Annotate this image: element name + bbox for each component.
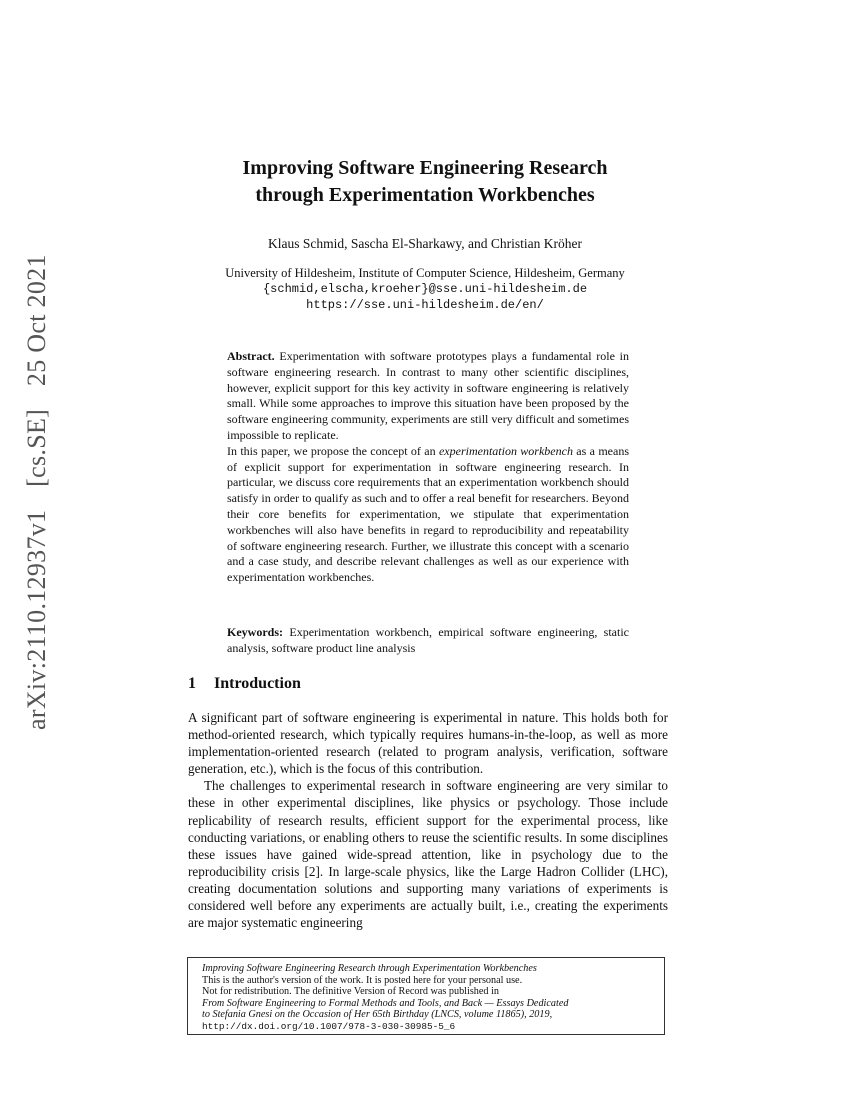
body-paragraph-2: The challenges to experimental research in software engineering are very similar to these in other experimental disciplines, like physics or psychology. Those include replicability of research results, efficient support for the experimental process, like conducting variations, or enabling others to reuse the scientific results. In some disciplines these issues have gained wide-spread attention, like in psychology due to the reproducibility crisis [2]. In large-scale physics, like the Large Hadron Collider (LHC), creating documentation solutions and supporting many variations of experiments is considered well before any experiments are actually built, i.e., creating the experiments are major systematic engineering [188, 778, 668, 931]
title-line-2: through Experimentation Workbenches [255, 184, 595, 206]
section-heading [188, 675, 301, 693]
body-paragraph-1: A significant part of software engineering is experimental in nature. This holds both for method-oriented research, which typically requires humans-in-the-loop, as well as more implementation-oriented research (related to program analysis, verification, software generation, etc.), which is the focus of this contribution. [188, 710, 668, 777]
arxiv-id: arXiv:2110.12937v1 [22, 509, 51, 730]
abstract-emphasis: experimentation workbench [438, 443, 573, 458]
abstract-label: Abstract. [227, 349, 275, 363]
abstract [227, 349, 629, 586]
abstract-text-2a: In this paper, we propose the concept of an [227, 443, 439, 458]
author-list: Klaus Schmid, Sascha El-Sharkawy, and Christian Kröher [267, 236, 583, 251]
title-line-1: Improving Software Engineering Research [242, 157, 608, 179]
copyright-notice-box [187, 957, 665, 1035]
section-number: 1 [188, 675, 196, 692]
arxiv-date: 25 Oct 2021 [22, 254, 51, 387]
keywords [227, 625, 629, 657]
section-title: Introduction [214, 675, 301, 692]
institution: University of Hildesheim, Institute of Computer Science, Hildesheim, Germany [225, 266, 625, 280]
notice-line-5: to Stefania Gnesi on the Occasion of Her 65th Birthday (LNCS, volume 11865), 2019, [202, 1009, 553, 1021]
notice-title: Improving Software Engineering Research through Experimentation Workbenches [202, 963, 537, 974]
website-link[interactable]: https://sse.uni-hildesheim.de/en/ [306, 298, 544, 312]
email-address: {schmid,elscha,kroeher}@sse.uni-hildesheim.de [262, 282, 588, 296]
abstract-paragraph-1 [227, 349, 629, 444]
affiliation-block [150, 265, 700, 313]
abstract-paragraph-2 [227, 444, 629, 586]
body-text [188, 709, 668, 931]
keywords-text: Experimentation workbench, empirical software engineering, static analysis, software product line analysis [227, 625, 629, 655]
arxiv-category: [cs.SE] [22, 408, 51, 487]
abstract-text-2b: as a means of explicit support for experimentation in software engineering research. In particular, we discuss core requirements that an experimentation workbench should satisfy in order to qualify as such and to offer a real benefit for researchers. Beyond their core benefits for experimentation, we stipulate that experimentation workbenches will also have benefits in regard to reproducibility and repeatability of software engineering research. Further, we illustrate this concept with a scenario and a case study, and describe relevant challenges as well as our experience with experimentation workbenches. [227, 443, 629, 585]
notice-line-2: This is the author's version of the work. It is posted here for your personal use. [202, 974, 523, 986]
notice-line-3: Not for redistribution. The definitive Version of Record was published in [202, 986, 499, 998]
abstract-text-1: Experimentation with software prototypes plays a fundamental role in software engineering research. In contrast to many other scientific disciplines, however, explicit support for this key activity in software engineering is relatively small. While some approaches to improve this situation have been proposed by the software engineering community, experiments are still very difficult and sometimes impossible to replicate. [227, 349, 630, 442]
arxiv-sidebar-stamp [22, 254, 58, 738]
paper-title [150, 155, 700, 209]
doi-link[interactable]: http://dx.doi.org/10.1007/978-3-030-30985-5_6 [202, 1020, 456, 1032]
notice-line-4: From Software Engineering to Formal Methods and Tools, and Back — Essays Dedicated [202, 997, 569, 1009]
keywords-label: Keywords: [227, 625, 283, 639]
